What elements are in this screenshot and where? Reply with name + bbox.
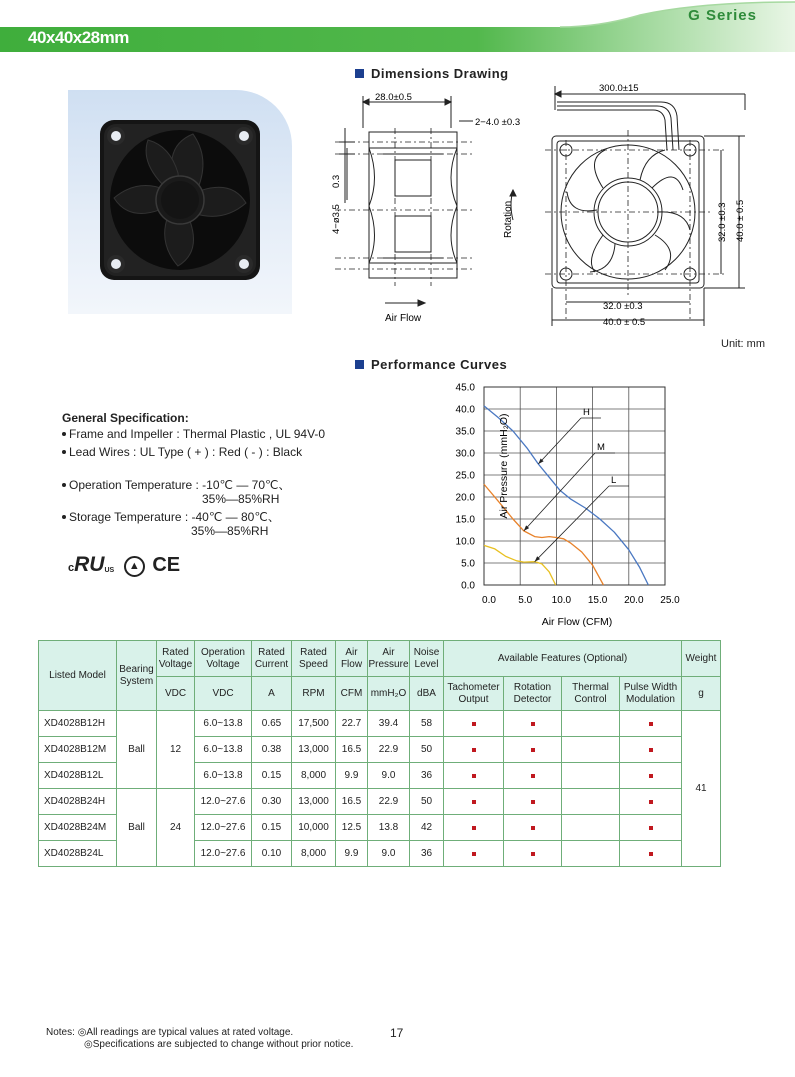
note-2: ◎Specifications are subjected to change without prior notice. [84, 1039, 354, 1050]
hole-pitch-w: 32.0 ±0.3 [603, 301, 643, 312]
cable-length-dim: 300.0±15 [599, 83, 639, 94]
cell-pressure: 22.9 [368, 737, 410, 763]
th-air-flow: Air Flow [336, 641, 368, 677]
cell-rotation [504, 711, 562, 737]
front-view-drawing [495, 80, 750, 330]
available-mark-icon [472, 722, 476, 726]
cell-pressure: 39.4 [368, 711, 410, 737]
table-row [39, 789, 721, 815]
th-rated-current: Rated Current [252, 641, 292, 677]
cell-speed: 8,000 [292, 841, 336, 867]
cell-flow: 22.7 [336, 711, 368, 737]
x-tick-label: 5.0 [518, 595, 533, 606]
th-bearing: Bearing System [117, 641, 157, 711]
y-tick-label: 0.0 [461, 580, 475, 592]
dimensions-title: Dimensions Drawing [355, 66, 509, 81]
cell-op-voltage: 12.0~27.6 [195, 841, 252, 867]
plot-frame [484, 387, 665, 585]
available-mark-icon [649, 722, 653, 726]
cell-flow: 9.9 [336, 841, 368, 867]
cell-current: 0.15 [252, 763, 292, 789]
available-mark-icon [531, 748, 535, 752]
cell-tacho [444, 711, 504, 737]
cell-model: XD4028B12H [39, 711, 117, 737]
cell-rated-voltage: 24 [157, 789, 195, 867]
cell-pwm [620, 711, 682, 737]
table-row [39, 711, 721, 737]
y-tick-label: 5.0 [461, 558, 475, 570]
cell-noise: 58 [410, 711, 444, 737]
th-unit-a: A [252, 677, 292, 711]
page-number: 17 [390, 1026, 404, 1040]
cell-model: XD4028B24H [39, 789, 117, 815]
spec-table [38, 640, 721, 867]
cell-noise: 36 [410, 763, 444, 789]
cell-current: 0.10 [252, 841, 292, 867]
cell-model: XD4028B12L [39, 763, 117, 789]
th-rotation: Rotation Detector [504, 677, 562, 711]
x-tick-label: 0.0 [482, 595, 496, 606]
cell-op-voltage: 12.0~27.6 [195, 789, 252, 815]
cell-flow: 16.5 [336, 737, 368, 763]
th-thermal: Thermal Control [562, 677, 620, 711]
available-mark-icon [531, 722, 535, 726]
cell-current: 0.65 [252, 711, 292, 737]
frame-w: 40.0 ± 0.5 [603, 317, 646, 328]
available-mark-icon [649, 852, 653, 856]
available-mark-icon [531, 826, 535, 830]
cell-thermal [562, 711, 620, 737]
cell-bearing: Ball [117, 789, 157, 867]
th-unit-g: g [682, 677, 721, 711]
cell-op-voltage: 6.0~13.8 [195, 711, 252, 737]
cell-current: 0.15 [252, 815, 292, 841]
th-weight: Weight [682, 641, 721, 677]
available-mark-icon [531, 852, 535, 856]
certification-logos [68, 553, 180, 577]
available-mark-icon [649, 748, 653, 752]
curve-label-l: L [611, 475, 617, 486]
available-mark-icon [531, 800, 535, 804]
available-mark-icon [531, 774, 535, 778]
x-tick-label: 15.0 [587, 595, 608, 606]
cell-flow: 16.5 [336, 789, 368, 815]
cell-speed: 13,000 [292, 737, 336, 763]
cell-flow: 12.5 [336, 815, 368, 841]
spec-op-temp: Operation Temperature : -10℃ — 70℃、 [62, 476, 291, 493]
curve-label-h: H [583, 407, 590, 418]
available-mark-icon [472, 800, 476, 804]
notes-label: Notes: [46, 1027, 75, 1038]
chart-ylabel: Air Pressure (mmH₂O) [498, 413, 510, 519]
annotation-arrow [538, 418, 581, 464]
hole-pitch-h: 32.0 ±0.3 [717, 202, 728, 242]
curve-label-m: M [597, 442, 605, 453]
cell-speed: 17,500 [292, 711, 336, 737]
cell-current: 0.30 [252, 789, 292, 815]
th-unit-cfm: CFM [336, 677, 368, 711]
cell-op-voltage: 6.0~13.8 [195, 763, 252, 789]
th-rated-voltage: Rated Voltage [157, 641, 195, 677]
th-noise: Noise Level [410, 641, 444, 677]
x-tick-label: 20.0 [624, 595, 644, 606]
rotation-label: Rotation [503, 200, 514, 238]
th-unit-rpm: RPM [292, 677, 336, 711]
wire-hole-dim: 2−4.0 ±0.3 [475, 117, 521, 128]
available-mark-icon [649, 826, 653, 830]
y-tick-label: 10.0 [455, 536, 475, 548]
th-unit-vdc: VDC [157, 677, 195, 711]
dim-03: 0.3 [331, 174, 342, 188]
y-tick-label: 15.0 [455, 514, 475, 526]
spec-frame: Frame and Impeller : Thermal Plastic , UL 94V-0 [62, 427, 325, 441]
note-1: ◎All readings are typical values at rated voltage. [77, 1027, 294, 1038]
general-spec-title: General Specification: [62, 411, 189, 425]
chart-xlabel: Air Flow (CFM) [541, 616, 613, 628]
y-tick-label: 20.0 [455, 492, 475, 504]
cell-op-voltage: 12.0~27.6 [195, 815, 252, 841]
available-mark-icon [472, 826, 476, 830]
fan-photo [98, 118, 262, 282]
cell-speed: 13,000 [292, 789, 336, 815]
th-listed-model: Listed Model [39, 641, 117, 711]
cell-bearing: Ball [117, 711, 157, 789]
spec-storage-temp: Storage Temperature : -40℃ — 80℃、 [62, 508, 280, 525]
th-unit-vdc2: VDC [195, 677, 252, 711]
ul-logo: cRUUS [68, 553, 115, 576]
side-width-dim: 28.0±0.5 [375, 92, 412, 103]
available-mark-icon [649, 800, 653, 804]
y-tick-label: 30.0 [455, 448, 475, 460]
cell-pressure: 9.0 [368, 763, 410, 789]
cell-noise: 42 [410, 815, 444, 841]
th-air-pressure: Air Pressure [368, 641, 410, 677]
mount-hole-dim: 4−ø3.5 [331, 204, 342, 234]
th-features: Available Features (Optional) [444, 641, 682, 677]
curves-title: Performance Curves [355, 357, 507, 372]
available-mark-icon [472, 852, 476, 856]
series-label: G Series [688, 7, 757, 24]
cell-current: 0.38 [252, 737, 292, 763]
cell-op-voltage: 6.0~13.8 [195, 737, 252, 763]
model-size-title: 40x40x28mm [28, 28, 129, 47]
cell-pressure: 22.9 [368, 789, 410, 815]
available-mark-icon [472, 774, 476, 778]
performance-chart [425, 380, 685, 630]
cell-noise: 36 [410, 841, 444, 867]
cell-rated-voltage: 12 [157, 711, 195, 789]
available-mark-icon [472, 748, 476, 752]
frame-h: 40.0 ± 0.5 [735, 199, 746, 242]
unit-label: Unit: mm [721, 338, 765, 350]
cell-noise: 50 [410, 737, 444, 763]
airflow-label: Air Flow [385, 313, 422, 324]
spec-op-rh: 35%—85%RH [202, 492, 280, 506]
cell-speed: 10,000 [292, 815, 336, 841]
cell-model: XD4028B24M [39, 815, 117, 841]
cell-model: XD4028B24L [39, 841, 117, 867]
th-unit-mmh2o: mmH₂O [368, 677, 410, 711]
y-tick-label: 25.0 [455, 470, 475, 482]
tuv-triangle-icon: ▲ [124, 556, 145, 577]
cell-speed: 8,000 [292, 763, 336, 789]
y-tick-label: 40.0 [455, 404, 475, 416]
x-tick-label: 10.0 [551, 595, 572, 606]
y-tick-label: 45.0 [455, 382, 475, 394]
cell-weight: 41 [682, 711, 721, 867]
th-op-voltage: Operation Voltage [195, 641, 252, 677]
th-unit-dba: dBA [410, 677, 444, 711]
available-mark-icon [649, 774, 653, 778]
ce-logo: CE [152, 554, 181, 576]
cell-noise: 50 [410, 789, 444, 815]
cell-model: XD4028B12M [39, 737, 117, 763]
cell-flow: 9.9 [336, 763, 368, 789]
cell-pressure: 13.8 [368, 815, 410, 841]
x-tick-label: 25.0 [660, 595, 680, 606]
th-rated-speed: Rated Speed [292, 641, 336, 677]
th-pwm: Pulse Width Modulation [620, 677, 682, 711]
spec-storage-rh: 35%—85%RH [191, 524, 269, 538]
th-tacho: Tachometer Output [444, 677, 504, 711]
spec-lead: Lead Wires : UL Type ( + ) : Red ( - ) : Black [62, 445, 302, 459]
notes [46, 1027, 353, 1051]
y-tick-label: 35.0 [455, 426, 475, 438]
cell-pressure: 9.0 [368, 841, 410, 867]
